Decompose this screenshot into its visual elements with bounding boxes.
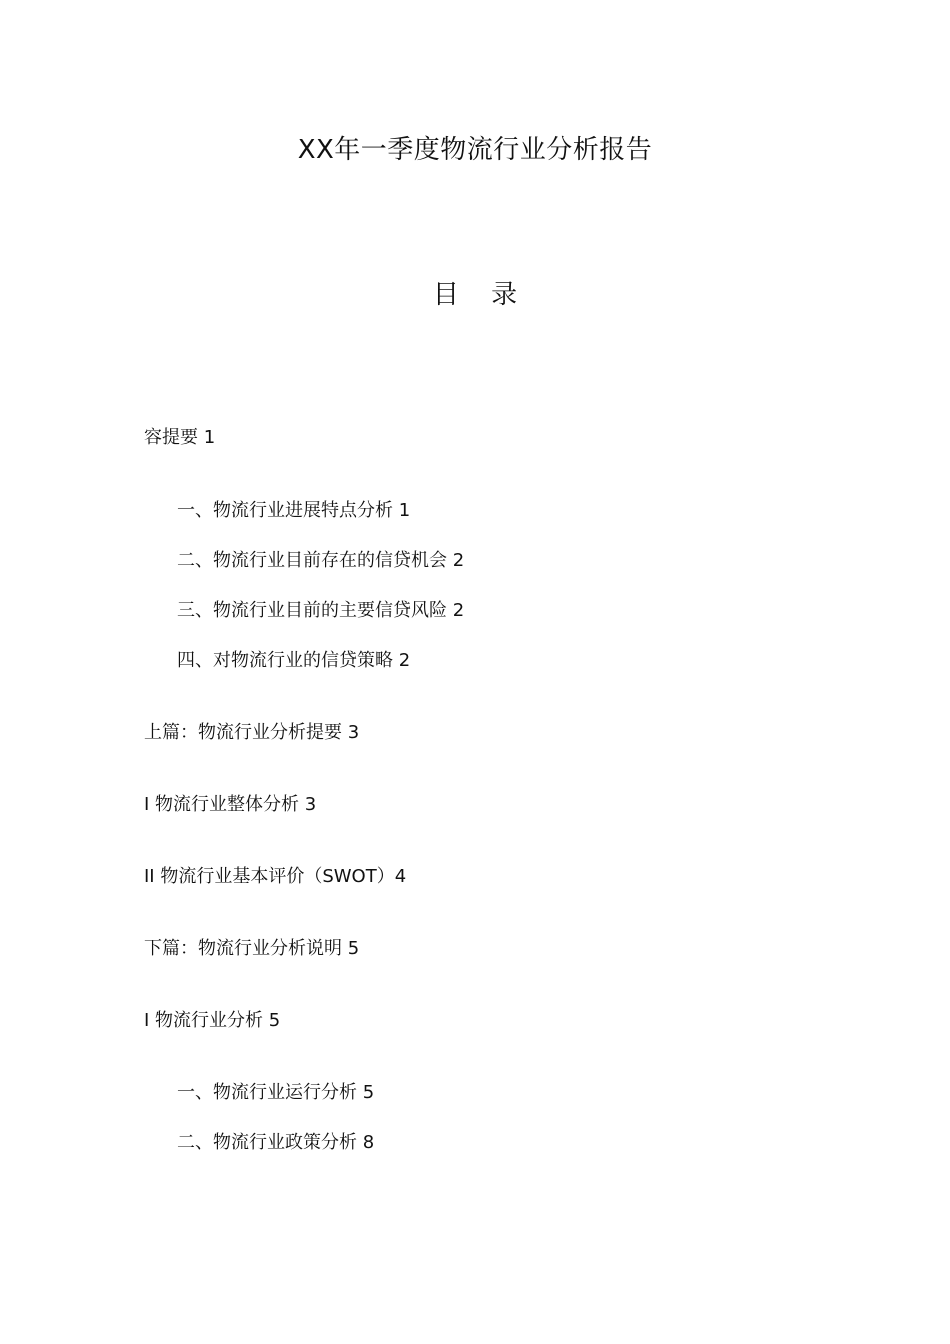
document-title: XX年一季度物流行业分析报告 <box>297 135 653 165</box>
toc-item-development-features[interactable]: 一、物流行业进展特点分析 1 <box>177 500 411 521</box>
toc-item-operation-analysis[interactable]: 一、物流行业运行分析 5 <box>177 1082 375 1103</box>
toc-item-industry-analysis[interactable]: I 物流行业分析 5 <box>144 1010 281 1031</box>
toc-item-swot[interactable]: II 物流行业基本评价（SWOT）4 <box>144 866 407 887</box>
toc-item-overall-analysis[interactable]: I 物流行业整体分析 3 <box>144 794 317 815</box>
toc-item-credit-strategy[interactable]: 四、对物流行业的信贷策略 2 <box>177 650 411 671</box>
toc-item-credit-risks[interactable]: 三、物流行业目前的主要信贷风险 2 <box>177 600 465 621</box>
toc-item-summary[interactable]: 容提要 1 <box>144 427 216 448</box>
toc-item-credit-opportunities[interactable]: 二、物流行业目前存在的信贷机会 2 <box>177 550 465 571</box>
toc-item-policy-analysis[interactable]: 二、物流行业政策分析 8 <box>177 1132 375 1153</box>
toc-item-part1-summary[interactable]: 上篇：物流行业分析提要 3 <box>144 722 360 743</box>
toc-item-part2-explanation[interactable]: 下篇：物流行业分析说明 5 <box>144 938 360 959</box>
toc-heading: 目 录 <box>432 280 530 310</box>
